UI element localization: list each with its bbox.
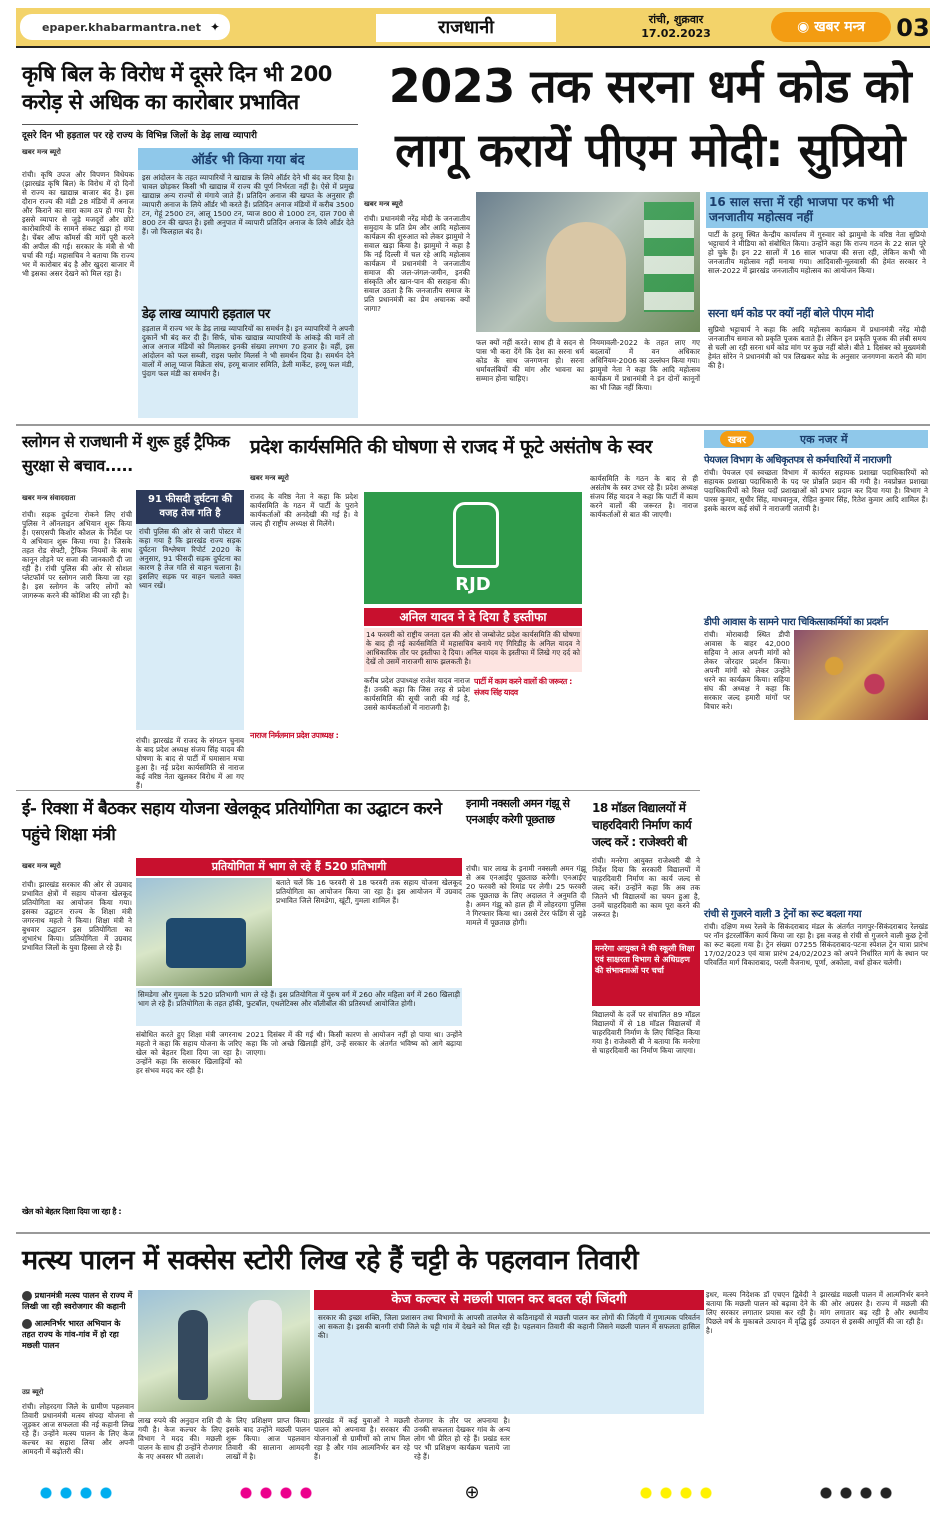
slogan-headline: स्लोगन से राजधानी में शुरू हुई ट्रैफिक सुरक्षा से बचाव..... (22, 432, 230, 475)
registration-marks (16, 1482, 930, 1506)
masthead-url[interactable] (20, 14, 230, 40)
color-dots-left (36, 1486, 116, 1500)
fish-col7: झारखंड मछली पालन में आत्मनिर्भर बनने की ओर अग्रसर है। राज्य में मछली की मांग लगातार बढ़ रही है और स्थानीय उत्पादन से इसकी आपूर्ति की जा रही है। (820, 1290, 928, 1326)
lead-side (706, 192, 928, 418)
section-title: राजधानी (376, 14, 556, 42)
slogan-byline: खबर मन्त्र संवाददाता (22, 494, 76, 502)
mouse-icon: ✦ (209, 20, 220, 34)
erick-body: रांची। झारखंड सरकार की ओर से उग्रवाद प्रभावित क्षेत्रों में सहाय योजना खेलकूद प्रतियोगिता का आयोजन किया गया। इसका उद्घाटन राज्य के शिक्षा मंत्री जगरनाथ महतो ने किया। शिक्षा मंत्री ने बुधवार उद्घाटन इस प्रतियोगिता का शुभारंभ किया। प्रतियोगिता में उग्रवाद प्रभावित जिलों के युवा हिस्सा ले रहे हैं। (22, 880, 132, 952)
slogan-body: रांची। सड़क दुर्घटना रोकने लिए रांची पुलिस ने ऑनलाइन अभियान शुरू किया है। एसएसपी किशोर कौशल के निर्देश पर ये अभियान शुरू किया गया है। जिसके तहत रोड सेफ्टी, ट्रैफिक नियमों के साथ कानून तोड़ने पर सजा की जानकारी दी जा रही है। रांची पुलिस की ओर से सोशल प्लेटफॉर्म पर स्लोगन जारी किया जा रहा है। इस स्लोगन के जरिए लोगों को जागरूक करने की कोशिश की जा रही है। (22, 510, 132, 600)
fish-bullet-2-text: आत्मनिर्भर भारत अभियान के तहत राज्य के गांव-गांव में हो रहा मछली पालन (22, 1319, 121, 1350)
erickshaw-figure (166, 918, 246, 968)
fish-body: रांची। लोहरदगा जिले के ग्रामीण पहलवान तिवारी प्रधानमंत्री मत्स्य संपदा योजना से जुड़कर आज सफलता की नई कहानी लिख रहे हैं। उन्होंने मत्स्य पालन के लिए केज कल्चर का सहारा लिया और अपनी आमदनी में बढ़ोतरी की। (22, 1402, 134, 1456)
fish-photo (138, 1290, 310, 1412)
lead-photo (476, 192, 700, 332)
rjd-red-body: 14 फरवरी को राष्ट्रीय जनता दल की ओर से जम्बोजेट प्रदेश कार्यसमिति की घोषणा के बाद ही नई कार्यसमिति में महासचिव बनाये गए गिरिडीह के अनिल यादव ने आधिकारिक तौर पर इस्तीफा दे दिया। अनिल यादव के इस्तीफा में लिखे गए दर्द को देखें तो उसमें नाराजगी साफ झलकती है। (364, 628, 582, 672)
ns-b2: रांची। मोराबादी स्थित डीपी आवास के बाहर 42,000 सहिया ने आज अपनी मांगों को लेकर जोरदार प्रदर्शन किया। अपनी मांगों को लेकर उन्होंने धरने का कार्यक्रम किया। सहिया संघ की अध्यक्ष ने कहा कि सरकार जल्द हमारी मांगों पर विचार करे। (704, 630, 790, 711)
bullet-icon (22, 1291, 32, 1301)
erick-red-head: प्रतियोगिता में भाग ले रहे हैं 520 प्रतिभागी (136, 858, 462, 876)
color-dots-far (816, 1486, 896, 1500)
rjd-nirmal-body: राजद के वरिष्ठ नेता ने कहा कि प्रदेश कार्यसमिति के गठन में पार्टी के पुराने कार्यकर्ताओं की अनदेखी की गई है। वे जल्द ही राष्ट्रीय अध्यक्ष से मिलेंगे। (250, 492, 358, 528)
news-side-logo: खबर (720, 431, 754, 447)
erick-byline: खबर मन्त्र ब्यूरो (22, 862, 61, 870)
fish-band-body: सरकार की इच्छा शक्ति, जिला प्रशासन तथा विभागों के आपसी तालमेल से कठिनाइयों से मछली पालन कर लोगों की जिंदगी में गुणात्मक परिवर्तन आ सकता है। इसकी बानगी रांची जिले के चट्टी गांव में देखने को मिल रही है। पहलवान तिवारी की कहानी जिसने मछली पालन में सफलता हासिल की। (318, 1313, 700, 1340)
ns-b3: रांची। दक्षिण मध्य रेलवे के सिकंदराबाद मंडल के अंतर्गत नागपुर-सिकंदराबाद रेलखंड पर नॉन इंटरलॉकिंग कार्य किया जा रहा है। इस वजह से रांची से गुजरने वाली कुछ ट्रेनों का रूट बदला गया है। ट्रेन संख्या 07255 सिकंदराबाद-पटना स्पेशल ट्रेन यात्रा प्रारंभ 17/02/2023 एवं यात्रा प्रारंभ 24/02/2023 को अपने निर्धारित मार्ग के स्थान पर परिवर्तित मार्ग विकाराबाद, परली वैजनाथ, पूर्णा, अकोला, वर्धा होकर चलेगी। (704, 922, 928, 967)
color-dots-right (636, 1486, 716, 1500)
lead-side-head2: सरना धर्म कोड पर क्यों नहीं बोले पीएम मोदी (708, 307, 874, 320)
ns-h3: रांची से गुजरने वाली 3 ट्रेनों का रूट बदला गया (704, 909, 862, 920)
ns-b2-cont (704, 728, 928, 904)
lead-headline: 2023 तक सरना धर्म कोड को लागू करायें पीएम मोदी: सुप्रियो (388, 59, 912, 177)
brand-logo (771, 12, 891, 42)
ns-b1: रांची। पेयजल एवं स्वच्छता विभाग में कार्यरत सहायक प्रशाखा पदाधिकारियों को सहायक प्रशाखा पदाधिकारी के पद पर प्रोन्नति प्रदान की गयी है। नवप्रोन्नत प्रशाखा पदाधिकारियों को रिक्त पदों प्रशाखाओं को प्रभार प्रदान कर दिया गया है। विभाग ने पारस कुमार, सुधीर सिंह, माधवानुज, रोहित कुमार सिंह, रितेश कुमार आदि शामिल हैं। इसके कारण कई संघों ने नाराजगी जतायी है। (704, 468, 928, 513)
lead-side-body2: सुप्रियो भट्टाचार्य ने कहा कि आदि महोत्सव कार्यक्रम में प्रधानमंत्री नरेंद्र मोदी जनजातीय समाज को प्रकृति पूजक बताते हैं। लेकिन इन प्रकृति पूजक की लंबी समय से चली आ रही सरना धर्म कोड मांग पर कुछ नहीं बोले। बीते 1 दिसंबर को मुख्यमंत्री हेमंत सोरेन ने प्रधानमंत्री को पत्र लिखकर कोड के अनुसार जनगणना कराने की मांग की है। (708, 325, 926, 370)
aman-body: रांची। चार लाख के इनामी नक्सली अमन गंझू से अब एनआईए पूछताछ करेगी। एनआईए 20 फरवरी को रिमांड पर लेगी। 25 फरवरी तक पूछताछ के लिए अदालत ने अनुमति दी है। अमन गंझू को हाल ही में लोहरदगा पुलिस ने गिरफ्तार किया था। उससे टेरर फंडिंग से जुड़े मामले में पूछताछ होगी। (466, 864, 586, 927)
rjd-logo-text: RJD (455, 574, 491, 595)
lantern-icon (453, 502, 499, 568)
slogan-box (136, 490, 244, 730)
lead-byline: खबर मन्त्र ब्यूरो (364, 200, 403, 208)
fish-col8 (514, 1416, 702, 1472)
brand-name: खबर मन्त्र (814, 19, 865, 35)
crosshair-icon: ⊕ (464, 1482, 480, 1503)
rjd-logo (364, 492, 582, 604)
masthead (16, 8, 930, 48)
fish-person-2 (248, 1300, 282, 1400)
rjd-sub2: पार्टी में काम करने वालों की जरूरत : संजय सिंह यादव (474, 677, 572, 697)
fish-headline: मत्स्य पालन में सक्सेस स्टोरी लिख रहे हैं चट्टी के पहलवान तिवारी (22, 1245, 639, 1276)
fish-band-head: केज कल्चर से मछली पालन कर बदल रही जिंदगी (314, 1290, 704, 1310)
erick-col2: बताते चलें कि 16 फरवरी से 18 फरवरी तक सहाय योजना खेलकूद प्रतियोगिता का आयोजन किया जा रहा है। इस आयोजन में उग्रवाद प्रभावित जिले सिमडेगा, खूंटी, गुमला शामिल हैं। (276, 878, 462, 905)
school-body: रांची। मनरेगा आयुक्त राजेश्वरी बी ने निर्देश दिया कि सरकारी विद्यालयों में चाहरदिवारी निर्माण का कार्य जल्द से जल्द करें। उन्होंने कहा कि अब तक जितने भी विद्यालयों का चयन हुआ है, उनमें चाहरदिवारी का काम पूरा करने की जरूरत है। (592, 856, 700, 919)
bullet-icon (22, 1319, 32, 1329)
fish-bullet-1-text: प्रधानमंत्री मत्स्य पालन से राज्य में लिखी जा रही स्वरोजगार की कहानी (22, 1291, 133, 1311)
fish-band (314, 1290, 704, 1414)
city-day: रांची, शुक्रवार (648, 13, 704, 26)
fish-col4: झारखंड में कई युवाओं ने मछली पालन को अपनाया है। सरकार की योजनाओं से ग्रामीणों को लाभ मिल रहा है और गांव आत्मनिर्भर बन रहे हैं। (314, 1416, 410, 1461)
color-dots-mid (236, 1486, 316, 1500)
rjd-col-right: कार्यसमिति के गठन के बाद से ही असंतोष के स्वर उभर रहे हैं। प्रदेश अध्यक्ष संजय सिंह यादव ने कहा कि पार्टी में काम करने वालों की जरूरत है। नाराज कार्यकर्ताओं से बात की जाएगी। (590, 474, 698, 519)
date: 17.02.2023 (641, 27, 711, 40)
page-number: 03 (896, 14, 930, 42)
site-url: epaper.khabarmantra.net (42, 21, 201, 34)
rjd-headline: प्रदेश कार्यसमिति की घोषणा से राजद में फूटे असंतोष के स्वर (250, 436, 652, 458)
school-body2: विद्यालयों के दर्जे पर संचालित 89 मॉडल विद्यालयों में से 18 मॉडल विद्यालयों में चाहरदिवारी निर्माण के लिए चिन्हित किया गया है। राजेश्वरी बी ने बताया कि मनरेगा से चाहरदिवारी का निर्माण किया जाएगा। (592, 1010, 700, 1055)
erick-headline: ई- रिक्शा में बैठकर सहाय योजना खेलकूद प्रतियोगिता का उद्घाटन करने पहुंचे शिक्षा मंत्री (22, 799, 442, 845)
rjd-red-head: अनिल यादव ने दे दिया है इस्तीफा (364, 608, 582, 626)
school-headline: 18 मॉडल विद्यालयों में चाहरदिवारी निर्माण कार्य जल्द करें : राजेश्वरी बी (592, 801, 692, 849)
news-side-tag: एक नजर में (800, 433, 848, 446)
lead-side-body: पार्टी के हरमू स्थित केन्द्रीय कार्यालय में गुरुवार को झामुमो के वरिष्ठ नेता सुप्रियो भट्टाचार्य ने मीडिया को संबोधित किया। उन्होंने कहा कि राज्य गठन के 22 साल पूरे हो चुके हैं। इन 22 सालों में 16 साल भाजपा की सत्ता रही, लेकिन कभी भी जनजातीय महोत्सव नहीं मनाया गया। आदिवासी-मूलवासी की हेमंत सरकार ने साल-2022 में झारखंड जनजातीय महोत्सव का आयोजन किया। (708, 230, 926, 275)
a1-box-title: ऑर्डर भी किया गया बंद (138, 148, 358, 170)
a1-subhead: दूसरे दिन भी हड़ताल पर रहे राज्य के विभिन्न जिलों के डेढ़ लाख व्यापारी (22, 124, 358, 140)
lead-body1: रांची। प्रधानमंत्री नरेंद्र मोदी के जनजातीय समुदाय के प्रति प्रेम और आदि महोत्सव कार्यक्रम की शुरुआत को लेकर झामुमो ने सवाल खड़ा किया है। झामुमो ने कहा है कि नई दिल्ली में चल रहे आदि महोत्सव कार्यक्रम में प्रधानमंत्री ने जनजातीय समाज की जल-जंगल-जमीन, इनकी संस्कृति और खान-पान की सराहना की। सवाल उठता है कि जनजातीय समाज के प्रति प्रधानमंत्री का प्रेम अचानक क्यों जागा? (364, 214, 470, 313)
fish-col3: के लिए प्रशिक्षण प्राप्त किया। इसके बाद उन्होंने मछली पालन शुरू किया। आज पहलवान तिवारी की सालाना आमदनी लाखों में है। (226, 1416, 310, 1461)
ns-h2: डीपी आवास के सामने पारा चिकित्साकर्मियों का प्रदर्शन (704, 617, 888, 628)
jmm-backdrop (644, 202, 694, 312)
rjd-byline: खबर मन्त्र ब्यूरो (250, 474, 289, 482)
brand-icon: ◉ (797, 19, 810, 35)
divider-3 (16, 1232, 930, 1234)
erick-caption: सिमडेगा और गुमला के 520 प्रतिभागी भाग ले रहे हैं। इस प्रतियोगिता में पुरुष वर्ग में 260 और महिला वर्ग में 260 खिलाड़ी भाग ले रहे हैं। प्रतियोगिता के तहत हॉकी, फुटबॉल, एथलेटिक्स और वॉलीबॉल की प्रतिस्पर्धा आयोजित होगी। (136, 988, 462, 1026)
erick-col3: संबोधित करते हुए शिक्षा मंत्री जगरनाथ महतो ने कहा कि सहाय योजना के जरिए खेल को बेहतर दिशा दिया जा रहा है। उन्होंने कहा कि सरकार खिलाड़ियों को हर संभव मदद कर रही है। (136, 1030, 242, 1075)
school-box: मनरेगा आयुक्त ने की स्कूली शिक्षा एवं साक्षरता विभाग से अधिग्रहण की संभावनाओं पर चर्चा (592, 940, 700, 1006)
ns-h1: पेयजल विभाग के अधिकृतपत्र से कर्मचारियों में नाराजगी (704, 455, 891, 466)
fish-col5: रोजगार के तौर पर अपनाया है। उनकी सफलता देखकर गांव के अन्य लोग भी प्रेरित हो रहे हैं। प्रखंड स्तर पर भी प्रशिक्षण कार्यक्रम चलाये जा रहे हैं। (414, 1416, 510, 1461)
a1-body: रांची। कृषि उपज और विपणन विधेयक (झारखंड कृषि बिल) के विरोध में दो दिनों से राज्य का खाद्यान्न बाजार बंद है। इस दौरान राज्य की मंडी 28 मंडियों में अनाज और किराने का सारा काम ठप हो गया है। इससे व्यापार से जुड़े मजदूरों और छोटे कारोबारियों के सामने संकट खड़ा हो गया है। चेंबर ऑफ कॉमर्स की मांगें पूरी करने की अपील की गई। सरकार के मंत्री से भी चर्चा की गई। महासचिव ने बताया कि राज्य भर में कारोबार बंद है और खुदरा बाजार में भी इसका असर देखने को मिल रहा है। (22, 170, 134, 278)
lead-body2: फल क्यों नहीं करते। साथ ही वे सदन से पास भी करा देंगे कि देश का सरना धर्म कोड के साथ जनगणना हो। सरना धर्मावलंबियों की मांग और भावना का सम्मान होना चाहिए। (476, 338, 584, 383)
lead-body3: नियमावली-2022 के तहत लाए गए बदलावों में वन अधिकार अधिनियम-2006 का उल्लंघन किया गया। झामुमो नेता ने कहा कि आदि महोत्सव कार्यक्रम में प्रधानमंत्री ने इन दोनों कानूनों का भी जिक्र नहीं किया। (590, 338, 700, 392)
a1-box-body2: हड़ताल में राज्य भर के डेढ़ लाख व्यापारियों का समर्थन है। इन व्यापारियों ने अपनी दुकानें भी बंद कर दी हैं। सिर्फ, चोक खाद्यान्न व्यापारियों के आंकड़े की मानें तो आज अनाज मंडियों को मिलाकर इनकी संख्या लगभग 70 हजार है। वहीं, इस आंदोलन को फल सब्जी, राइस फ्लोर मिलर्स ने भी समर्थन दिया है। समर्थन देने वालों में आलू प्याज विक्रेता संघ, हरमू बाजार समिति, डेली मार्केट, हरमू फल मंडी, पुंदाग फल मंडी का समर्थन है। (142, 324, 354, 378)
aman-headline: इनामी नक्सली अमन गंझू से एनआईए करेगी पूछताछ (466, 797, 570, 826)
rjd-nirmal-head: नाराज निर्मलमान प्रदेश उपाध्यक्ष : (250, 731, 339, 740)
fish-col6: इधर, मत्स्य निदेशक डॉ एचएन द्विवेदी ने बताया कि मछली पालन को बढ़ावा देने के लिए सरकार लगातार प्रयास कर रही है। पिछले वर्ष के मुकाबले उत्पादन में वृद्धि हुई है। (706, 1290, 816, 1335)
a1-headline: कृषि बिल के विरोध में दूसरे दिन भी 200 करोड़ से अधिक का कारोबार प्रभावित (22, 62, 332, 114)
a1-box (138, 148, 358, 418)
dateline (616, 12, 736, 46)
a1-box-title2: डेढ़ लाख व्यापारी हड़ताल पर (142, 307, 270, 322)
fish-bullet-2 (22, 1318, 134, 1351)
slogan-box-body: रांची पुलिस की ओर से जारी पोस्टर में कहा गया है कि झारखंड राज्य सड़क दुर्घटना विश्लेषण रिपोर्ट 2020 के अनुसार, 91 फीसदी सड़क दुर्घटना का कारण है तेज गति से वाहन चलाना है। इसलिए सड़क पर वाहन चलाते वक्त ध्यान रखें। (139, 527, 241, 590)
slogan-box-title: 91 फीसदी दुर्घटना की वजह तेज गति है (136, 490, 244, 524)
a1-byline: खबर मन्त्र ब्यूरो (22, 148, 61, 156)
fish-bullet-1 (22, 1290, 134, 1312)
divider-2 (16, 790, 700, 791)
fish-person-1 (178, 1310, 208, 1400)
news-side-header (704, 430, 928, 448)
erick-photo (136, 878, 272, 986)
fish-bullets (22, 1290, 134, 1382)
ns-crowd-photo (794, 630, 928, 720)
rjd-col-left: करीब प्रदेश उपाध्यक्ष राजेश यादव नाराज हैं। उनकी कहा कि जिस तरह से प्रदेश कार्यसमिति की सूची जारी की गई है, उससे कार्यकर्ताओं में नाराजगी है। (364, 676, 470, 712)
a1-box-body: इस आंदोलन के तहत व्यापारियों ने खाद्यान्न के लिये ऑर्डर देने भी बंद कर दिया है। चावल छोड़कर किसी भी खाद्यान्न में राज्य की पूर्ण निर्भरता नहीं है। ऐसे में प्रमुख खाद्यान्न अन्य राज्यों से मंगाये जाते हैं। प्रतिदिन अनाज की खपत के अनुसार ही व्यापारी अनाज के लिये ऑर्डर भी करते हैं। प्रतिदिन अनाज मंडियों में करीब 3500 टन, गेहूं 2500 टन, आलू 1500 टन, प्याज 800 से 1000 टन, दाल 700 से 800 टन की खपत है। इसी अनुपात में व्यापारी प्रतिदिन अनाज के लिये ऑर्डर देते हैं। जो फिलहाल बंद है। (142, 173, 354, 236)
fish-byline: उप्र ब्यूरो (22, 1388, 44, 1396)
fish-col2: लाख रुपये की अनुदान राशि दी गयी है। केज कल्चर के लिए विभाग ने मदद की। मछली पालन के साथ ही उन्होंने रोजगार के नए अवसर भी तलाशे। (138, 1416, 222, 1461)
slogan-body2: रांची। झारखंड में राजद के संगठन चुनाव के बाद प्रदेश अध्यक्ष संजय सिंह यादव की घोषणा के बाद से पार्टी में घमासान मचा हुआ है। नई प्रदेश कार्यसमिति से नाराज कई वरिष्ठ नेता खुलकर विरोध में आ गए हैं। (136, 736, 244, 790)
erick-sub: खेल को बेहतर दिशा दिया जा रहा है : (22, 1207, 122, 1216)
divider-1 (16, 424, 930, 426)
erick-col4: 2021 दिसंबर में की गई थी। किसी कारण से आयोजन नहीं हो पाया था। उन्होंने कहा कि जो अच्छे खिलाड़ी होंगे, उन्हें सरकार के अंतर्गत भविष्य को आगे बढ़ाया जाएगा। (246, 1030, 462, 1057)
speaker-figure (546, 222, 626, 322)
lead-side-head: 16 साल सत्ता में रही भाजपा पर कभी भी जनजातीय महोत्सव नहीं (706, 192, 928, 228)
